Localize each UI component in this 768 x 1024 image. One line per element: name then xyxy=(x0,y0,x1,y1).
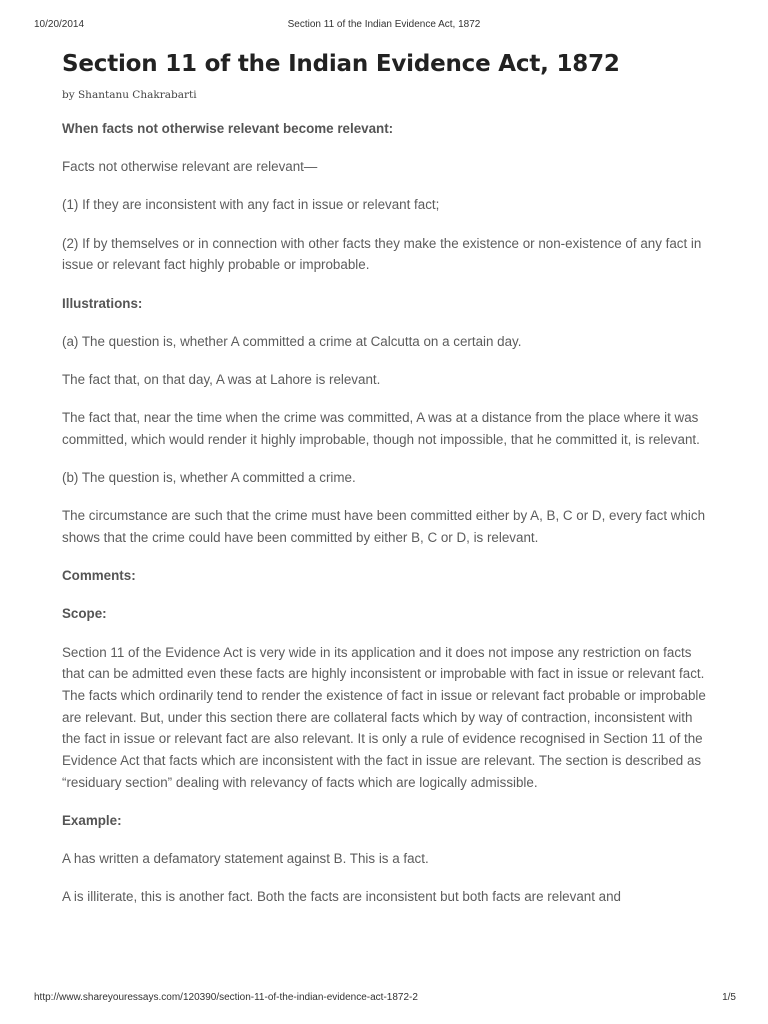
body-paragraph: The circumstance are such that the crime must have been committed either by A, B, C or D, every fact which shows that the crime could have been committed by either B, C or D, is relevant. xyxy=(62,508,706,545)
body-paragraph: The fact that, on that day, A was at Lahore is relevant. xyxy=(62,371,381,387)
article-title: Section 11 of the Indian Evidence Act, 1872 xyxy=(62,51,620,77)
article-byline: by Shantanu Chakrabarti xyxy=(62,89,197,101)
print-header xyxy=(0,0,768,40)
section-heading: Example: xyxy=(62,812,122,828)
print-date: 10/20/2014 xyxy=(34,19,85,30)
section-heading: Illustrations: xyxy=(62,295,143,311)
body-paragraph: (2) If by themselves or in connection with other facts they make the existence or non-existence of any fact in issue or relevant fact highly probable or improbable. xyxy=(62,235,702,273)
section-heading: Comments: xyxy=(62,568,136,584)
article-body xyxy=(62,118,712,908)
body-paragraph: Section 11 of the Evidence Act is very wide in its application and it does not impose any restriction on facts that can be admitted even these facts are highly inconsistent or improbable with fact in issue or relevant fact. The facts which ordinarily tend to render the existence of fact in issue or relevant fact probable or improbable are relevant. But, under this section there are collateral facts which by way of contraction, inconsistent with the fact in issue or relevant fact are also relevant. It is only a rule of evidence recognised in Section 11 of the Evidence Act that facts which are inconsistent with the fact in issue are relevant. The section is described as “residuary section” dealing with relevancy of facts which are logically admissible. xyxy=(62,644,706,790)
body-paragraph: (b) The question is, whether A committed a crime. xyxy=(62,470,356,486)
body-paragraph: Facts not otherwise relevant are relevant— xyxy=(62,159,318,175)
article xyxy=(62,46,712,925)
print-source-url: http://www.shareyouressays.com/120390/section-11-of-the-indian-evidence-act-1872-2 xyxy=(34,992,418,1003)
body-paragraph: (1) If they are inconsistent with any fact in issue or relevant fact; xyxy=(62,197,440,213)
body-paragraph: (a) The question is, whether A committed a crime at Calcutta on a certain day. xyxy=(62,333,522,349)
section-heading: Scope: xyxy=(62,606,107,622)
section-heading: When facts not otherwise relevant become relevant: xyxy=(62,121,394,136)
body-paragraph: A is illiterate, this is another fact. Both the facts are inconsistent but both facts are relevant and xyxy=(62,889,621,905)
body-paragraph: A has written a defamatory statement against B. This is a fact. xyxy=(62,851,429,867)
body-paragraph: The fact that, near the time when the crime was committed, A was at a distance from the place where it was committed, which would render it highly improbable, though not impossible, that he committed it, is relevant. xyxy=(62,410,700,447)
print-document-title: Section 11 of the Indian Evidence Act, 1872 xyxy=(287,19,481,30)
print-page-number: 1/5 xyxy=(722,992,736,1003)
